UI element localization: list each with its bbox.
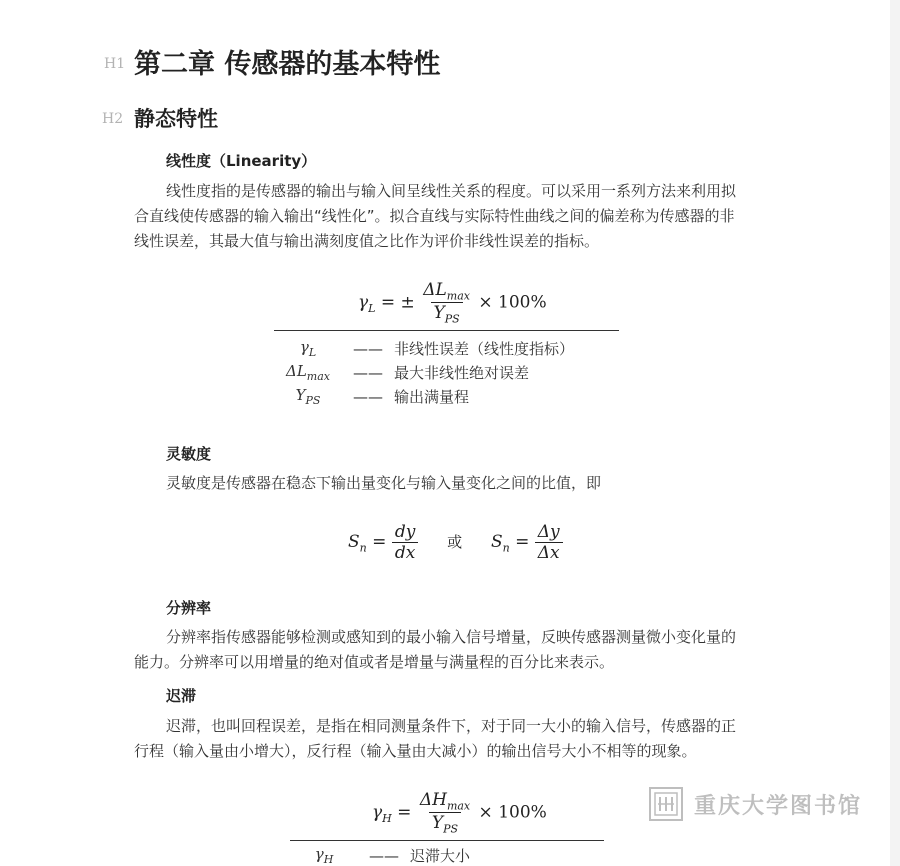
- watermark-text: 重庆大学图书馆: [694, 793, 863, 819]
- formula-subscript: n: [359, 541, 367, 555]
- legend-dash: ——: [353, 387, 383, 406]
- resolution-heading: 分辨率: [166, 599, 212, 617]
- legend-dash: ——: [369, 846, 399, 865]
- legend-row: [274, 362, 529, 383]
- fraction-denominator: Δx: [535, 542, 563, 563]
- legend-description: 迟滞大小: [410, 847, 471, 865]
- legend-row: [274, 338, 574, 359]
- legend-subscript: H: [323, 853, 334, 866]
- library-logo-icon: [648, 786, 684, 822]
- formula-rule: [290, 840, 604, 841]
- resolution-para-line: 能力。分辨率可以用增量的绝对值或者是增量与满量程的百分比来表示。: [134, 653, 615, 671]
- formula-equals: = ±: [380, 292, 415, 313]
- hysteresis-para-line: 行程（输入量由小增大），反行程（输入量由大减小）的输出信号大小不相等的现象。: [134, 742, 697, 760]
- h1-marker: H1: [104, 56, 126, 72]
- formula-symbol: S: [490, 532, 503, 552]
- page-title: 第二章 传感器的基本特性: [134, 49, 441, 80]
- formula-symbol: S: [348, 532, 360, 552]
- legend-symbol: γ: [314, 845, 324, 863]
- linearity-para-line: 线性误差，其最大值与输出满刻度值之比作为评价非线性误差的指标。: [134, 232, 600, 250]
- sensitivity-para-line: 灵敏度是传感器在稳态下输出量变化与输入量变化之间的比值，即: [166, 474, 602, 492]
- fraction-denominator: Y: [431, 813, 444, 834]
- linearity-para-line: 线性度指的是传感器的输出与输入间呈线性关系的程度。可以采用一系列方法来利用拟: [166, 182, 737, 200]
- fraction-numerator: Δy: [537, 522, 560, 542]
- legend-subscript: max: [306, 370, 330, 383]
- denominator-subscript: PS: [443, 822, 459, 836]
- hysteresis-formula: [372, 790, 547, 836]
- fraction-denominator: dx: [392, 542, 418, 563]
- fraction-numerator: ΔH: [419, 790, 447, 810]
- sensitivity-heading: 灵敏度: [166, 445, 212, 463]
- formula-fraction: [535, 522, 563, 563]
- formula-tail: × 100%: [478, 802, 547, 823]
- formula-subscript: L: [368, 301, 376, 315]
- linearity-heading: 线性度（Linearity）: [166, 152, 317, 170]
- formula-fraction: [392, 522, 419, 563]
- linearity-para-line: 合直线使传感器的输入输出“线性化”。拟合直线与实际特性曲线之间的偏差称为传感器的非: [134, 207, 735, 225]
- legend-description: 非线性误差（线性度指标）: [394, 340, 575, 358]
- fraction-numerator: ΔL: [423, 280, 447, 300]
- formula-subscript: n: [502, 541, 510, 555]
- fraction-numerator: dy: [394, 522, 416, 542]
- fraction-denominator: Y: [433, 303, 445, 324]
- legend-description: 最大非线性绝对误差: [394, 364, 530, 382]
- legend-row: [274, 386, 469, 407]
- legend-dash: ——: [353, 363, 383, 382]
- formula-symbol: γ: [372, 802, 383, 823]
- formula-subscript: H: [382, 811, 392, 825]
- formula-symbol: γ: [358, 292, 369, 313]
- legend-symbol: ΔL: [286, 362, 307, 380]
- formula-tail: × 100%: [478, 292, 547, 313]
- numerator-subscript: max: [446, 289, 470, 303]
- numerator-subscript: max: [446, 799, 471, 813]
- legend-row: [290, 845, 470, 866]
- formula-equals: =: [372, 532, 387, 552]
- legend-subscript: PS: [305, 394, 321, 407]
- formula-or: 或: [447, 533, 463, 551]
- linearity-formula: [358, 280, 547, 326]
- legend-dash: ——: [353, 339, 383, 358]
- denominator-subscript: PS: [444, 312, 460, 326]
- hysteresis-heading: 迟滞: [166, 687, 197, 705]
- library-watermark: [648, 786, 862, 822]
- legend-symbol: Y: [295, 386, 306, 404]
- legend-symbol: γ: [299, 338, 309, 356]
- formula-fraction: [420, 280, 473, 326]
- sensitivity-formula: [348, 522, 563, 563]
- legend-subscript: L: [308, 346, 317, 359]
- formula-fraction: [417, 790, 473, 836]
- section-heading: 静态特性: [134, 107, 218, 131]
- legend-description: 输出满量程: [394, 388, 470, 406]
- formula-equals: =: [397, 802, 412, 823]
- formula-rule: [274, 330, 619, 331]
- h2-marker: H2: [102, 111, 124, 127]
- resolution-para-line: 分辨率指传感器能够检测或感知到的最小输入信号增量，反映传感器测量微小变化量的: [166, 628, 737, 646]
- hysteresis-para-line: 迟滞，也叫回程误差，是指在相同测量条件下，对于同一大小的输入信号，传感器的正: [166, 717, 737, 735]
- vertical-scrollbar[interactable]: [890, 0, 900, 866]
- formula-equals: =: [515, 532, 530, 552]
